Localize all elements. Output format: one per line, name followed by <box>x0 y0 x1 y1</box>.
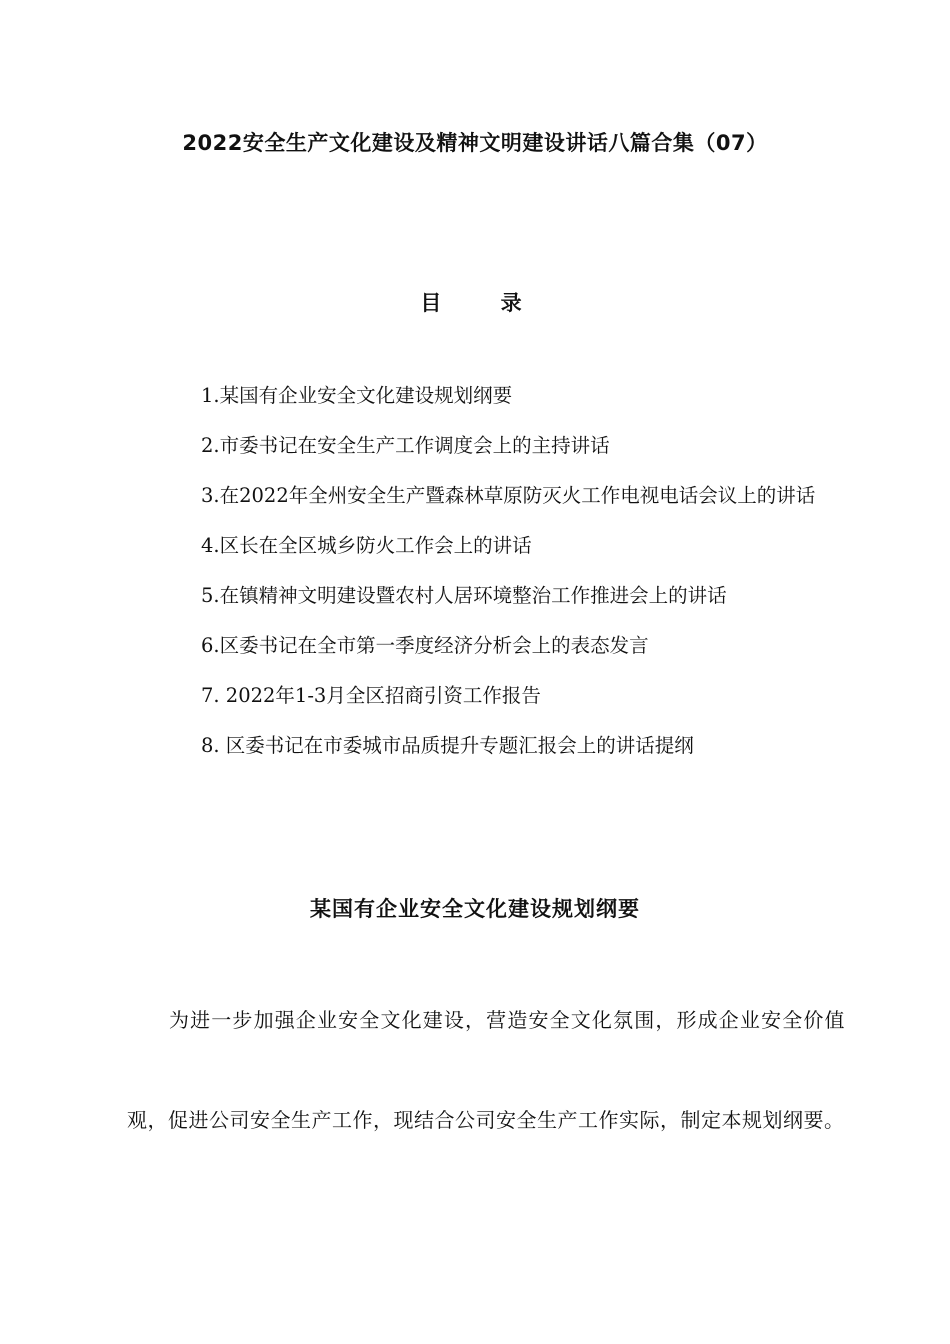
table-of-contents <box>201 371 861 771</box>
document-title: 2022安全生产文化建设及精神文明建设讲话八篇合集（07） <box>182 131 768 155</box>
toc-item-2[interactable]: 2.市委书记在安全生产工作调度会上的主持讲话 <box>201 434 610 457</box>
toc-heading: 目 录 <box>420 290 548 315</box>
toc-item-7[interactable]: 7. 2022年1-3月全区招商引资工作报告 <box>201 684 541 707</box>
toc-item-8[interactable]: 8. 区委书记在市委城市品质提升专题汇报会上的讲话提纲 <box>201 734 694 757</box>
toc-item-4[interactable]: 4.区长在全区城乡防火工作会上的讲话 <box>201 534 532 557</box>
toc-item-5[interactable]: 5.在镇精神文明建设暨农村人居环境整治工作推进会上的讲话 <box>201 584 727 607</box>
toc-item-6[interactable]: 6.区委书记在全市第一季度经济分析会上的表态发言 <box>201 634 649 657</box>
toc-item-1[interactable]: 1.某国有企业安全文化建设规划纲要 <box>201 384 513 407</box>
toc-item-3[interactable]: 3.在2022年全州安全生产暨森林草原防灭火工作电视电话会议上的讲话 <box>201 484 816 507</box>
section-title: 某国有企业安全文化建设规划纲要 <box>310 896 640 921</box>
body-paragraph: 为进一步加强企业安全文化建设，营造安全文化氛围，形成企业安全价值观，促进公司安全生产工作，现结合公司安全生产工作实际，制定本规划纲要。 <box>127 1008 845 1132</box>
